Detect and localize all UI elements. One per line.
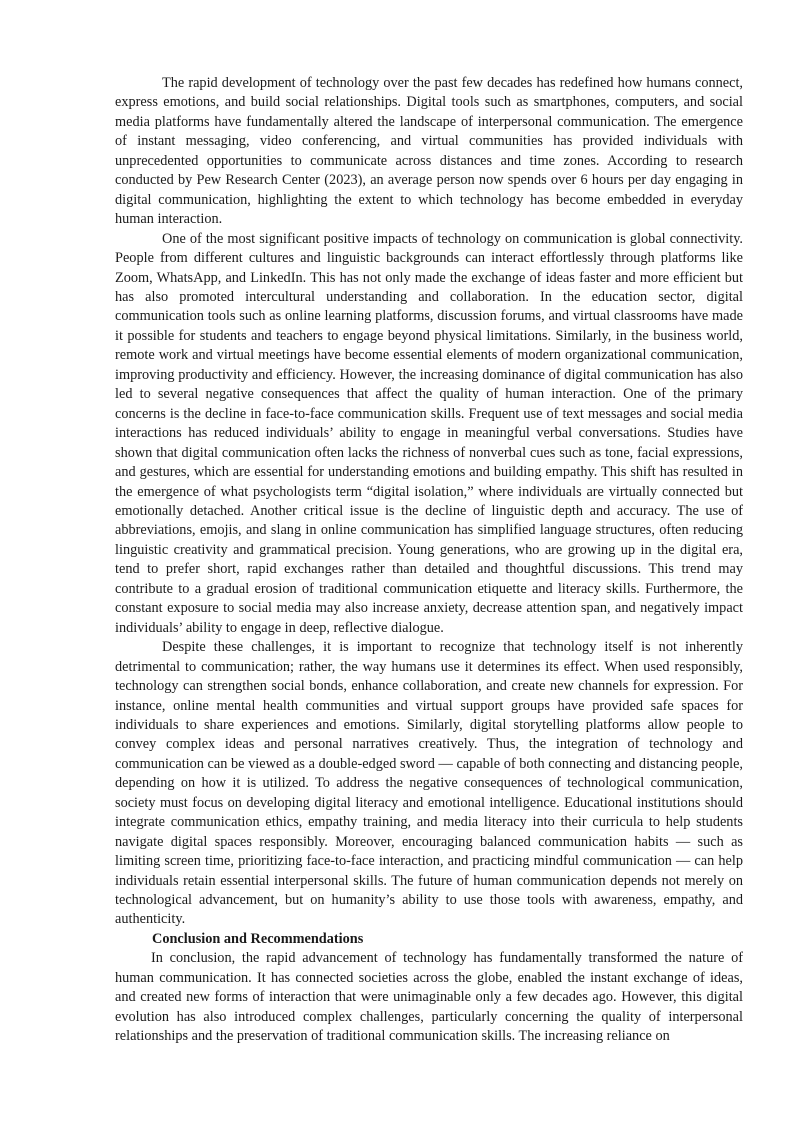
body-paragraph-challenges: Despite these challenges, it is important to recognize that technology itself is not inherently detrimental to communication; rather, the way humans use it determines its effect. When used responsibly, technology can strengthen social bonds, enhance collaboration, and create new channels for expression. For instance, online mental health communities and virtual support groups have provided safe spaces for individuals to share experiences and emotions. Similarly, digital storytelling platforms allow people to convey complex ideas and personal narratives creatively. Thus, the integration of technology and communication can be viewed as a double-edged sword — capable of both connecting and distancing people, depending on how it is utilized. To address the negative consequences of technological communication, society must focus on developing digital literacy and emotional intelligence. Educational institutions should integrate communication ethics, empathy training, and media literacy into their curricula to help students navigate digital spaces responsibly. Moreover, encouraging balanced communication habits — such as limiting screen time, prioritizing face-to-face interaction, and practicing mindful communication — can help individuals retain essential interpersonal skills. The future of human communication depends not merely on technological advancement, but on humanity’s ability to use those tools with awareness, empathy, and authenticity. xyxy=(115,639,743,928)
body-paragraph-impacts: One of the most significant positive impacts of technology on communication is global connectivity. People from different cultures and linguistic backgrounds can interact effortlessly through platforms like Zoom, WhatsApp, and LinkedIn. This has not only made the exchange of ideas faster and more efficient but has also promoted intercultural understanding and collaboration. In the education sector, digital communication tools such as online learning platforms, discussion forums, and virtual classrooms have made it possible for students and teachers to engage beyond physical limitations. Similarly, in the business world, remote work and virtual meetings have become essential elements of modern organizational communication, improving productivity and efficiency. However, the increasing dominance of digital communication has also led to several negative consequences that affect the quality of human interaction. One of the primary concerns is the decline in face-to-face communication skills. Frequent use of text messages and social media interactions has reduced individuals’ ability to engage in meaningful verbal conversations. Studies have shown that digital communication often lacks the richness of nonverbal cues such as tone, facial expressions, and gestures, which are essential for understanding emotions and building empathy. This shift has resulted in the emergence of what psychologists term “digital isolation,” where individuals are virtually connected but emotionally detached. Another critical issue is the decline of linguistic depth and accuracy. The use of abbreviations, emojis, and slang in online communication has simplified language structures, often reducing linguistic creativity and grammatical precision. Young generations, who are growing up in the digital era, tend to prefer short, rapid exchanges rather than detailed and thoughtful discussions. This trend may contribute to a gradual erosion of traditional communication etiquette and literacy skills. Furthermore, the constant exposure to social media may also increase anxiety, decrease attention span, and negatively impact individuals’ ability to engage in deep, reflective dialogue. xyxy=(115,230,743,636)
document-page xyxy=(115,74,743,1047)
body-paragraph-intro: The rapid development of technology over the past few decades has redefined how humans connect, express emotions, and build social relationships. Digital tools such as smartphones, computers, and social media platforms have fundamentally altered the landscape of interpersonal communication. The emergence of instant messaging, video conferencing, and virtual communities has provided individuals with unprecedented opportunities to communicate across distances and time zones. According to research conducted by Pew Research Center (2023), an average person now spends over 6 hours per day engaging in digital communication, highlighting the extent to which technology has become embedded in everyday human interaction. xyxy=(115,75,743,228)
section-heading: Conclusion and Recommendations xyxy=(152,930,364,947)
body-paragraph-conclusion: In conclusion, the rapid advancement of technology has fundamentally transformed the nature of human communication. It has connected societies across the globe, enabled the instant exchange of ideas, and created new forms of interaction that were unimaginable only a few decades ago. However, this digital evolution has also introduced complex challenges, particularly concerning the quality of interpersonal relationships and the preservation of traditional communication skills. The increasing reliance on xyxy=(115,950,743,1045)
